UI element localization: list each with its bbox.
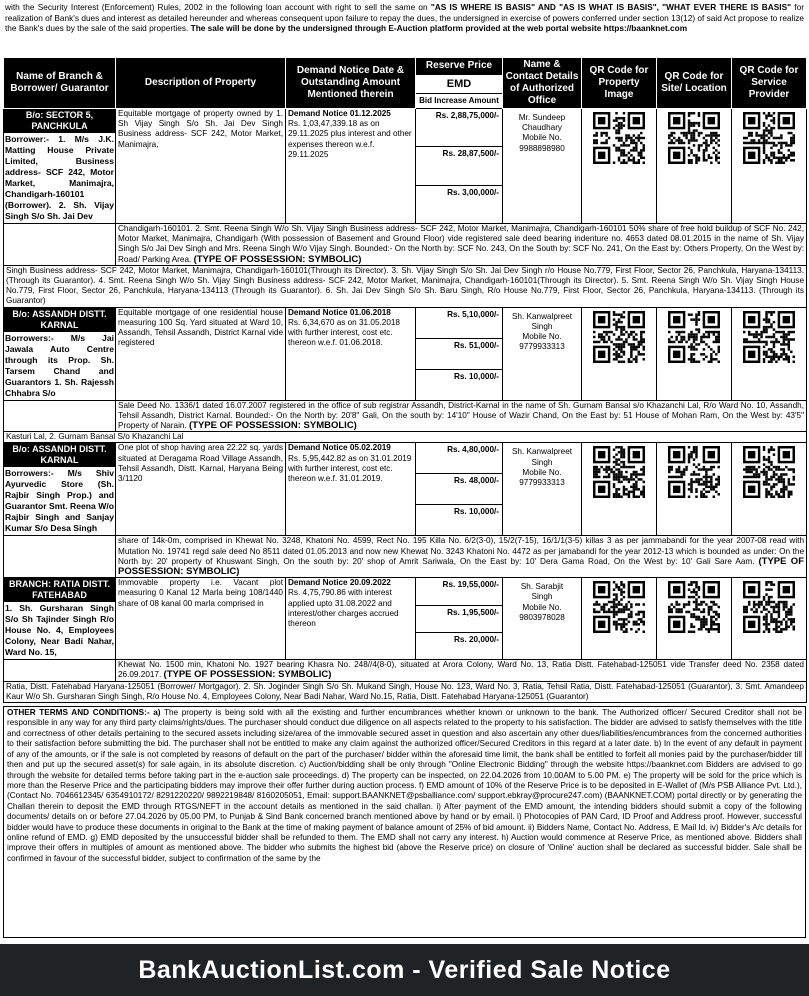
property-details-text: Chandigarh-160101. 2. Smt. Reena Singh W/o Sh. Vijay Singh Business address- SCF 242, Motor Market, Manimajra, Chandigarh-160101 50% share of free hold buildup of SCF No. 242, Motor Market, Manimajra, Chandigarh (With possession of Basement and Ground Floor) vide registered sale deed bearing indenture no. 4653 dated 08.01.2015 in the name of Sh. Vijay Singh S/o Jai Dev Singh and Mrs. Reena Singh W/o Vijay Singh. Bounded:- On the North by: SCF No. 243, On the South by: SCF No. 241, On the East by: Others Property, On the West by: Road/ Parking Area.	[118, 224, 804, 264]
officer-name: Sh. Sarabjit	[520, 582, 564, 592]
officer-mobile-label: Mobile No.	[522, 133, 562, 143]
emd-amount: Rs. 51,000/-	[416, 338, 503, 369]
borrower-text: 1. Sh. Gursharan Singh S/o Sh Tajinder Singh R/o House No. 4, Employees Colony, Near Badi Nahar, Ward No. 15,	[5, 603, 114, 658]
qr-image-cell	[582, 443, 657, 536]
property-row	[4, 307, 807, 338]
qr-service-cell	[732, 307, 807, 400]
borrower-text: Borrowers:- M/s Shiv Ayurvedic Store (Sh. Rajbir Singh Prop.) and Guarantor Smt. Reena W/o Rajbir Singh and Sanjay Kumar S/o Desa Singh	[5, 468, 114, 534]
parties-details: Ratia, Distt. Fatehabad Haryana-125051 (Borrower/ Mortgagor). 2. Sh. Joginder Singh S/o Sh. Mukand Singh, House No. 123, Ward No. 3, Ratia, Tehsil Ratia, Distt. Fatehabad-125051 (Guarantor), 3. Smt. Amandeep Kaur W/o Sh. Gursharan Singh Singh, R/o House No. 4, Employees Colony, Near Badi Nahar, Ward No.15, Ratia, Distt. Fatehabad Haryana-125051 (Guarantor)	[4, 681, 807, 702]
auction-table	[3, 57, 807, 703]
property-row	[4, 578, 807, 605]
reserve-price: Rs. 4,80,000/-	[416, 443, 503, 474]
officer-contact	[503, 307, 582, 400]
officer-name-2: Singh	[531, 592, 553, 602]
terms-heading: OTHER TERMS AND CONDITIONS:- a)	[7, 708, 161, 718]
officer-mobile-label: Mobile No.	[522, 332, 562, 342]
reserve-price: Rs. 5,10,000/-	[416, 307, 503, 338]
officer-contact	[503, 109, 582, 224]
qr-code-icon	[593, 581, 645, 633]
officer-contact	[503, 578, 582, 660]
qr-image-cell	[582, 109, 657, 224]
emd-amount: Rs. 1,95,500/-	[416, 605, 503, 632]
demand-amount: Rs. 6,34,670 as on 31.05.2018 with further interest, cost etc. thereon w.e.f. 01.06.2018.	[288, 317, 400, 348]
possession-type: (TYPE OF POSSESSION: SYMBOLIC)	[189, 420, 357, 432]
qr-code-icon	[668, 311, 720, 363]
intro-basis-text: "AS IS WHERE IS BASIS" AND "AS IS WHAT IS BASIS", "WHAT EVER THERE IS BASIS"	[430, 2, 792, 12]
qr-image-cell	[582, 578, 657, 660]
bid-increase: Rs. 10,000/-	[416, 505, 503, 536]
emd-amount: Rs. 48,000/-	[416, 474, 503, 505]
officer-name-2: Singh	[531, 321, 553, 331]
header-officer: Name & Contact Details of Authorized Office	[503, 58, 582, 109]
property-details-text: share of 14k-0m, comprised in Khewat No. 3248, Khatoni No. 4599, Rect No. 195 Killa No. 6/2(3-0), 15/2(7-15), 16/1/1(3-5) killas 3 as per jammabandi for the year 2007-08 read with Mutation No. 19741 regd sale deed No 8511 dated 01.05.2013 and now new Khewat No. 3243 Khatoni No. 4472 as per jamabandi for the year 2012-13 which is bounded as under: On the North by: 20' property of Khuswant Singh, On the south by: 20' shop of Amrit Sariwala, On the East by: 10' Dera Gama Road, On the West by: 10' Gali Sare Aam.	[118, 536, 804, 566]
branch-cell	[4, 307, 116, 400]
demand-cell	[286, 109, 416, 224]
branch-name: BRANCH: RATIA DISTT. FATEHABAD	[4, 578, 115, 602]
header-qr-site: QR Code for Site/ Location	[657, 58, 732, 109]
emd-amount: Rs. 28,87,500/-	[416, 147, 503, 185]
qr-image-cell	[582, 307, 657, 400]
header-demand: Demand Notice Date & Outstanding Amount Mentioned therein	[286, 58, 416, 109]
property-details	[116, 536, 807, 578]
officer-name-2: Chaudhary	[521, 123, 563, 133]
officer-name-2: Singh	[531, 457, 553, 467]
intro-text-2: for realization of Bank's dues and interest as detailed hereunder and whereas consequent upon failure to repay the dues, the undersigned in exercise of powers conferred under section 13(12) of said Act propose to realize the Bank's dues by the sale of the said properties.	[5, 2, 804, 34]
officer-mobile-label: Mobile No.	[522, 602, 562, 612]
qr-code-icon	[668, 112, 720, 164]
branch-cell	[4, 578, 116, 660]
property-row	[4, 109, 807, 147]
demand-date: Demand Notice 20.09.2022	[288, 578, 391, 588]
property-row	[4, 443, 807, 474]
demand-amount: Rs. 5,95,442.82 as on 31.01.2019 with further interest, cost etc. thereon w.e.f. 31.01.2019.	[288, 453, 412, 484]
officer-mobile: 9779933313	[519, 478, 565, 488]
qr-code-icon	[743, 446, 795, 498]
qr-code-icon	[743, 112, 795, 164]
demand-cell	[286, 443, 416, 536]
branch-cell	[4, 109, 116, 224]
officer-contact	[503, 443, 582, 536]
qr-site-cell	[657, 109, 732, 224]
parties-details: Singh Business address- SCF 242, Motor Market, Manimajra, Chandigarh-160101(Through its Director). 3. Sh. Vijay Singh S/o Sh. Jai Dev Singh r/o House No.779, First Floor, Sector 26, Panchkula, Haryana-134113. (Through its Guarantor). 4. Smt. Reena Singh W/o Sh. Vijay Singh Business address- SCF 242, Motor Market, Manimajra, Chandigarh-160101(Through its Director). 5. Smt. Reena Singh W/o Sh. Vijay Singh House No.779, First Floor, Sector 26, Panchkula, Haryana-134113 (Through its Guarantor). 6. Sh. Jai Dev Singh S/o Sh. Baru Singh, R/o House No.779, First Floor, Sector 26, Panchkula, Haryana-134113. (Through its Guarantor)	[4, 265, 807, 307]
borrower-continued	[4, 536, 116, 578]
qr-code-icon	[668, 446, 720, 498]
borrower-text: Borrower:- 1. M/s J.K. Matting House Private Limited, Business address- SCF 242, Motor Market, Manimajra, Chandigarh-160101 (Borrower). 2. Sh. Vijay Singh S/o Sh. Jai Dev	[5, 134, 114, 221]
property-details-text: Khewat No. 1500 min, Khatoni No. 1927 bearing Khasra No. 248//4(8-0), situated at Arora Colony, Ward No. 13, Ratia Distt. Fatehabad-125051 vide Transfer deed No. 2358 dated 26.09.2017.	[118, 660, 804, 680]
header-qr-service: QR Code for Service Provider	[732, 58, 807, 109]
qr-service-cell	[732, 109, 807, 224]
bid-increase: Rs. 10,000/-	[416, 369, 503, 400]
property-details-text: Sale Deed No. 1336/1 dated 16.07.2007 registered in the office of sub registrar Assandh, District-Karnal in the name of Sh. Gurnam Bansal s/o Khazanchi Lal, R/o Ward No. 10, Assandh, Tehsil Assandh, District Karnal. Bounded:- On the North by: 20'8" Gali, On the south by: 14'10" House of Wazir Chand, On the East by: 51 House of Mohan Ram, On the West by: 43'5" Property of Narain.	[118, 400, 804, 431]
officer-mobile: 9803978028	[519, 612, 565, 622]
officer-name: Mr. Sundeep	[518, 113, 566, 122]
footer-banner: BankAuctionList.com - Verified Sale Notice	[0, 944, 809, 996]
header-bid: Bid Increase Amount	[416, 93, 503, 108]
property-description: One plot of shop having area 22.22 sq. yards situated at Deragama Road Village Assandh, Tehsil Assandh, Distt. Karnal, Haryana Being 3/1120	[116, 443, 286, 536]
officer-name: Sh. Kanwalpreet	[511, 311, 573, 321]
reserve-price: Rs. 19,55,000/-	[416, 578, 503, 605]
officer-mobile-label: Mobile No.	[522, 467, 562, 477]
possession-type: (TYPE OF POSSESSION: SYMBOLIC)	[163, 669, 332, 681]
property-description: Equitable mortgage of one residential house measuring 100 Sq. Yard situated at Ward 10, Assandh, Tehsil Assandh, District Karnal vide registered	[116, 307, 286, 400]
qr-code-icon	[743, 311, 795, 363]
demand-cell	[286, 578, 416, 660]
qr-service-cell	[732, 578, 807, 660]
qr-site-cell	[657, 578, 732, 660]
header-branch: Name of Branch & Borrower/ Guarantor	[4, 58, 116, 109]
intro-text: with the Security Interest (Enforcement) Rules, 2002 in the following loan account with right to sell the same on	[5, 2, 431, 12]
qr-code-icon	[593, 112, 645, 164]
borrower-continued	[4, 224, 116, 266]
qr-code-icon	[668, 581, 720, 633]
property-details	[116, 400, 807, 432]
borrower-text: Borrowers:- M/s Jai Jawala Auto Centre through its Prop. Sh. Tarsem Chand and Guarantors 1. Sh. Rajessh Chhabra S/o	[5, 332, 114, 398]
officer-mobile: 9988898980	[519, 143, 565, 153]
bid-increase: Rs. 3,00,000/-	[416, 185, 503, 223]
demand-date: Demand Notice 01.06.2018	[288, 307, 391, 317]
qr-service-cell	[732, 443, 807, 536]
bid-increase: Rs. 20,000/-	[416, 632, 503, 659]
property-description: Equitable mortgage of property owned by 1. Sh Vijay Singh S/o Sh. Jai Dev Singh Business address- SCF 242, Motor Market, Manimajra,	[116, 109, 286, 224]
header-emd: EMD	[416, 75, 503, 93]
branch-name: B/o: ASSANDH DISTT. KARNAL	[4, 308, 115, 332]
property-details	[116, 660, 807, 681]
terms-body: The property is being sold with all the existing and further encumbrances whether known or unknown to the bank. The Authorized officer/ Secured Creditor shall not be responsible in any way for any third party claims/rights/dues. The purchaser should conduct due diligence on all aspects related to the property to his satisfaction. The bidder are advised to satisfy themselves with the title and correctness of other details pertaining to the secured assets including size/area of the immovable secured asset in question and also ascertain any other dues/liabilities/encumbrances from the concerned authorities to their satisfaction before submitting the bid. The purchaser shall not be entitled to make any claim against the authorized officer/Secured Creditors in this regard at a later date. b) In the event of any default in payment of any of the amounts, or if the sale is not completed by reasons of default on the part of the purchaser/ bidder within the aforesaid time limit, the bank shall be entitled to forfeit all monies paid by the purchaser/bidder till then and put up the secured asset(s) for sale again, in its absolute discretion. c) Auction/bidding shall be only through "Online Electronic Bidding" through the website https://baanknet.com Bidders are advised to go through the website for detailed terms before taking part in the e-auction sale proceedings. d) The property can be inspected, on 22.04.2026 from 10.00AM to 5.00 PM. e) The property will be sold for the price which is more than the Reserve Price and the participating bidders may improve their offer further during auction process. f) EMD amount of 10% of the Reserve Price is to be deposited in E-Wallet of (M/s PSB Alliance Pvt. Ltd.), (Contact No. 7046612345/ 6354910172/ 8291220220/ 9892219848/ 8160205051, Email: support.BAANKNET@psballiance.com/ support.ebkray@procure247.com) (BAANKNET.COM) portal directly or by generating the Challan therein to deposit the EMD through RTGS/NEFT in the account details as mentioned in the said challan. i) After payment of the EMD amount, the intending bidders should submit a copy of the following documents/ details on or before 27.04.2026 by 05.00 PM, to Punjab & Sind Bank concerned branch mentioned above by hand or by email. i) Photocopies of PAN Card, ID Proof and Address proof. However, successful bidder would have to produce these documents in original to the Bank at the time of making payment of balance amount of 25% of bid amount. ii) Bidders Name, Contact No. Address, E Mail Id. iv) Bidder's A/c details for online refund of EMD. g) EMD deposited by the unsuccessful bidder shall be refunded to them. The EMD shall not carry any interest. h) Auction would commence at Reserve Price, as mentioned above. Bidders shall improve their offers in multiples of amount as mentioned above. The bidder who submits the highest bid (above the Reserve price) on closure of 'Online' auction shall be declared as successful bidder. Sale shall be confirmed in favour of the successful bidder, subject to confirmation of the same by the	[7, 708, 802, 863]
qr-code-icon	[593, 446, 645, 498]
property-details	[116, 224, 807, 266]
demand-date: Demand Notice 01.12.2025	[288, 109, 391, 118]
branch-cell	[4, 443, 116, 536]
qr-site-cell	[657, 307, 732, 400]
officer-name: Sh. Kanwalpreet	[511, 447, 573, 457]
possession-type: (TYPE OF POSSESSION: SYMBOLIC)	[118, 555, 804, 578]
qr-code-icon	[593, 311, 645, 363]
possession-type: (TYPE OF POSSESSION: SYMBOLIC)	[193, 253, 362, 265]
demand-amount: Rs. 1,03,47,339.18 as on 29.11.2025 plus interest and other expenses thereon w.e.f. 29.11.2025	[288, 119, 412, 159]
intro-portal-text: The sale will be done by the undersigned through E-Auction platform provided at the web portal website https://baanknet.com	[190, 23, 688, 34]
parties-details: Kasturi Lal, 2. Gurnam Bansal S/o Khazanchi Lal	[4, 432, 807, 443]
reserve-price: Rs. 2,88,75,000/-	[416, 109, 503, 147]
header-description: Description of Property	[116, 58, 286, 109]
terms-and-conditions	[3, 706, 806, 938]
demand-amount: Rs. 4,75,790.86 with interest applied upto 31.08.2022 and interest/other charges accrued thereon	[288, 588, 399, 629]
demand-date: Demand Notice 05.02.2019	[288, 443, 391, 453]
property-description: Immovable property i.e. Vacant plot measuring 0 Kanal 12 Marla being 108/1440 share of 08 kanal 00 marla comprised in	[116, 578, 286, 660]
intro-paragraph	[0, 0, 809, 57]
branch-name: B/o: SECTOR 5, PANCHKULA	[4, 109, 115, 133]
header-qr-image: QR Code for Property Image	[582, 58, 657, 109]
header-reserve: Reserve Price	[416, 58, 503, 76]
qr-code-icon	[743, 581, 795, 633]
borrower-continued	[4, 400, 116, 432]
borrower-continued	[4, 660, 116, 681]
branch-name: B/o: ASSANDH DISTT. KARNAL	[4, 443, 115, 467]
officer-mobile: 9779933313	[519, 342, 565, 352]
demand-cell	[286, 307, 416, 400]
qr-site-cell	[657, 443, 732, 536]
